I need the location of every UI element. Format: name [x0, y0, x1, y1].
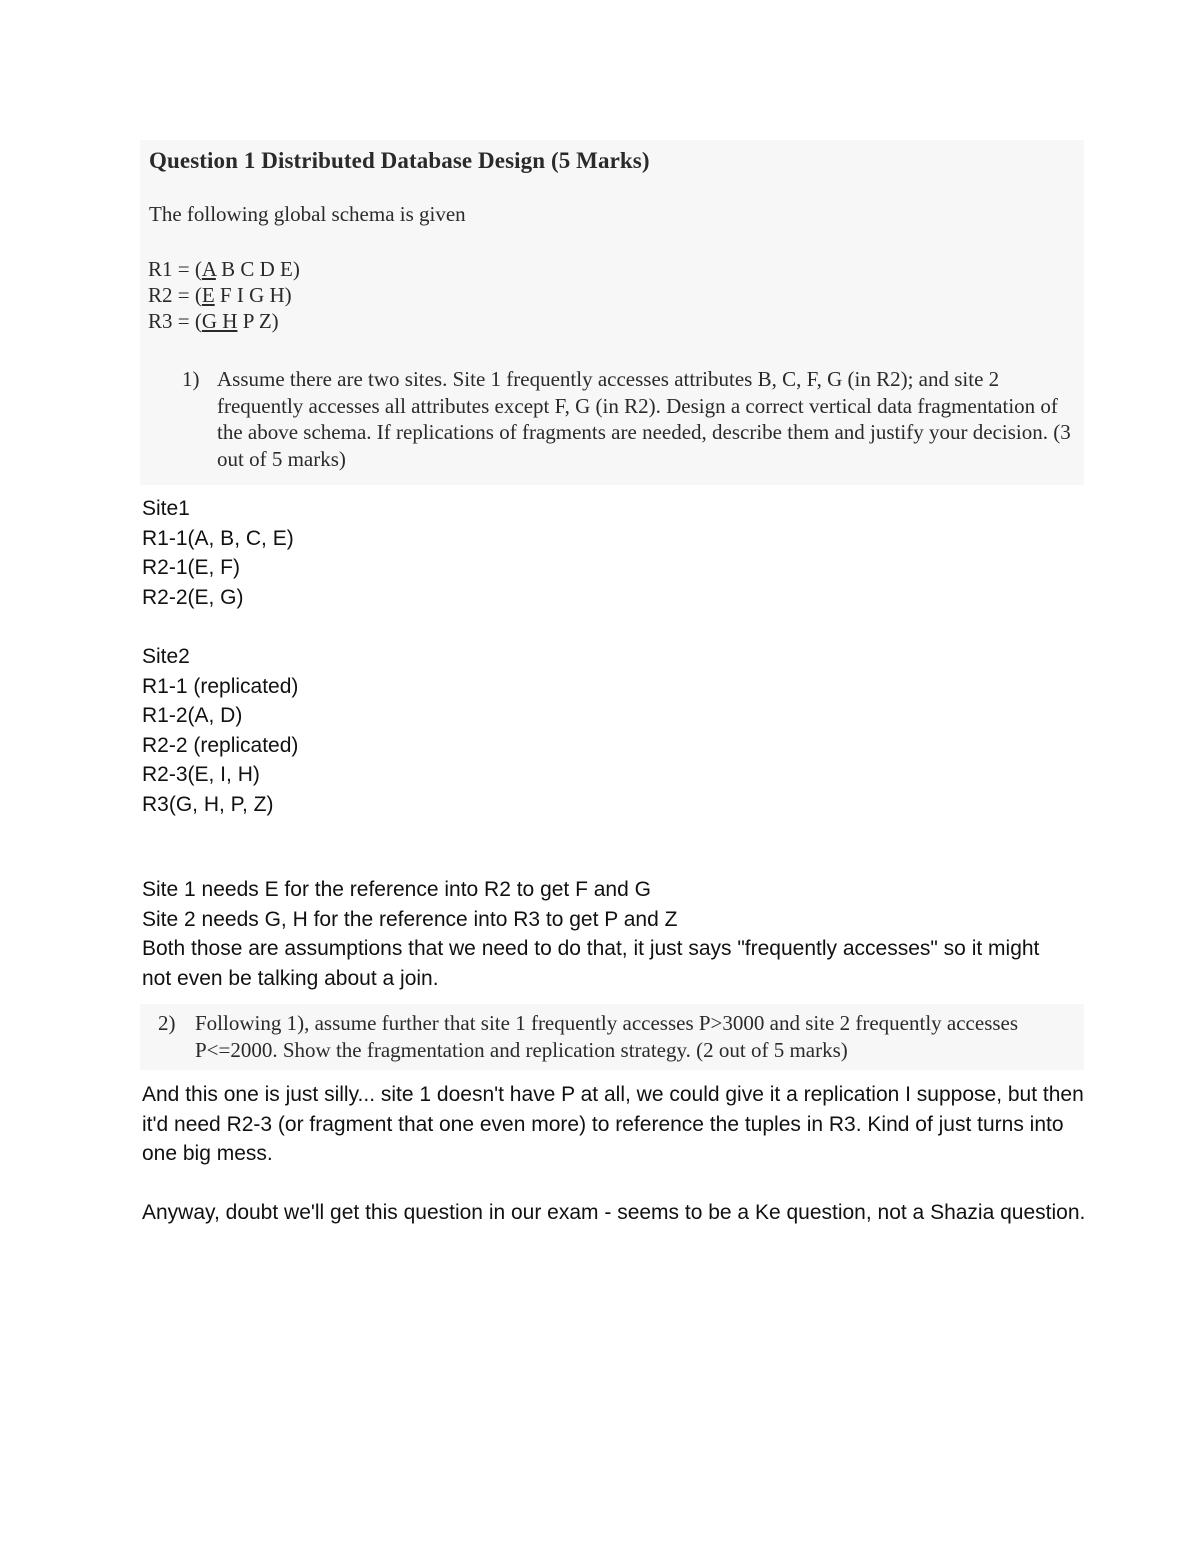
- part-2-text: Following 1), assume further that site 1 frequently accesses P>3000 and site 2 frequently accesses P<=2000. Show the fragmentation and replication strategy. (2 out of 5 marks): [195, 1011, 1019, 1062]
- question-1-image: [140, 140, 1084, 485]
- answer-fragments: [142, 494, 1102, 820]
- schema-r1: [148, 256, 300, 282]
- schema-r1-rest: B C D E): [215, 257, 300, 281]
- site1-fragment: R2-2(E, G): [142, 585, 244, 609]
- part-1-number: 1): [182, 367, 200, 391]
- note-line: Site 2 needs G, H for the reference into R3 to get P and Z: [142, 907, 678, 931]
- site1-heading: Site1: [142, 497, 190, 520]
- question-part-1: [182, 366, 1072, 472]
- spacer: [142, 612, 1102, 642]
- schema-r2-rest: F I G H): [214, 283, 292, 307]
- site2-fragment: R3(G, H, P, Z): [142, 792, 274, 816]
- site2-fragment: R2-2 (replicated): [142, 733, 299, 757]
- comment-paragraph: And this one is just silly... site 1 doesn't have P at all, we could give it a replication I suppose, but then it'd need R2-3 (or fragment that one even more) to reference the tuples in R3. Kind of just turns into one big mess.: [142, 1083, 1084, 1166]
- schema-r1-key: A: [201, 257, 216, 281]
- note-paragraph: Both those are assumptions that we need to do that, it just says "frequently accesses" so it might not even be talking about a join.: [142, 937, 1040, 990]
- part-1-text: Assume there are two sites. Site 1 frequently accesses attributes B, C, F, G (in R2); and site 2 frequently accesses all attributes except F, G (in R2). Design a correct vertical data fragmentation of the above schema. If replications of fragments are needed, describe them and justify your decision. (3 out of 5 marks): [217, 367, 1071, 471]
- schema-r3-key: G H: [201, 309, 238, 333]
- site2-fragment: R1-2(A, D): [142, 704, 243, 728]
- schema-r3-rest: P Z): [237, 309, 279, 333]
- schema-r1-prefix: R1 = (: [148, 257, 202, 281]
- question-title: Question 1 Distributed Database Design (5 Marks): [149, 148, 650, 173]
- schema-r2-key: E: [201, 283, 215, 307]
- question-part-2: [158, 1010, 1058, 1063]
- spacer: [142, 1169, 1092, 1199]
- schema-r3-prefix: R3 = (: [148, 309, 202, 333]
- question-intro: The following global schema is given: [149, 202, 466, 226]
- schema-r2: [148, 282, 300, 308]
- schema-r2-prefix: R2 = (: [148, 283, 202, 307]
- question-2-image: [140, 1004, 1084, 1070]
- site2-fragment: R2-3(E, I, H): [142, 763, 260, 787]
- note-line: Site 1 needs E for the reference into R2 to get F and G: [142, 878, 651, 901]
- answer-notes: [142, 875, 1042, 993]
- part-2-number: 2): [158, 1011, 176, 1035]
- answer-comment: [142, 1080, 1092, 1228]
- closing-paragraph: Anyway, doubt we'll get this question in our exam - seems to be a Ke question, not a Shazia question.: [142, 1201, 1086, 1225]
- site1-fragment: R1-1(A, B, C, E): [142, 526, 294, 550]
- schema-r3: [148, 308, 300, 334]
- site2-fragment: R1-1 (replicated): [142, 674, 299, 698]
- site2-heading: Site2: [142, 644, 190, 668]
- site1-fragment: R2-1(E, F): [142, 556, 241, 580]
- global-schema: [148, 256, 300, 334]
